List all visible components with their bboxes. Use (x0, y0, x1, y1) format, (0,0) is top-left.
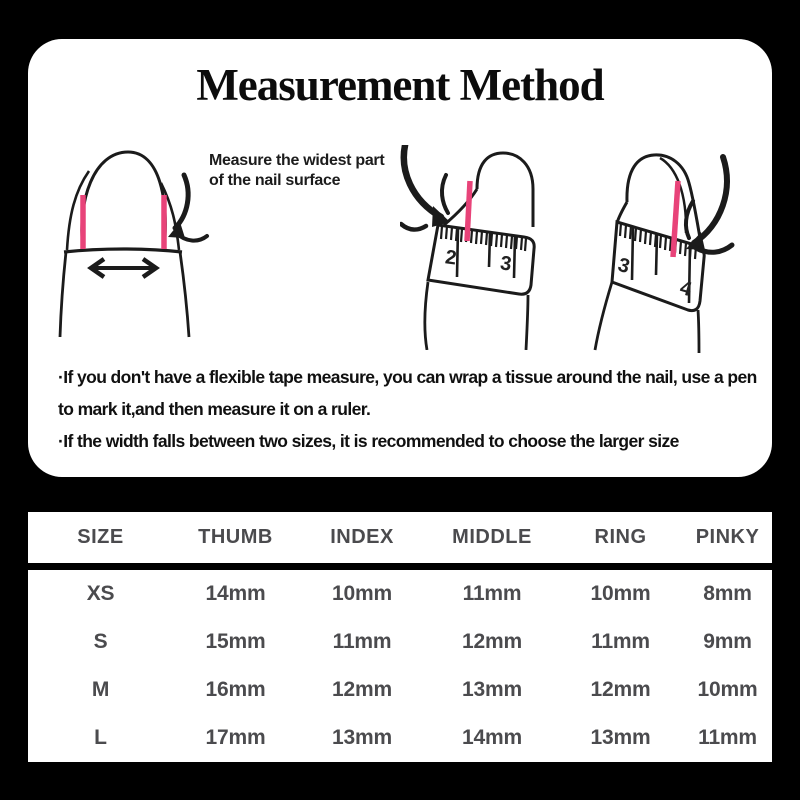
size-label: M (91, 678, 110, 701)
pink-measure-lines (83, 195, 164, 249)
size-label: S (93, 630, 108, 653)
annotation-text (209, 151, 384, 191)
size-value: 10mm (590, 582, 651, 605)
tape-number: 2 (443, 246, 458, 270)
size-value: 12mm (590, 678, 651, 701)
size-value: 13mm (462, 678, 522, 701)
size-label: XS (86, 582, 115, 605)
size-value: 11mm (462, 582, 522, 605)
measurement-notes (58, 361, 764, 457)
tape-band (428, 225, 534, 294)
finger-outline (60, 152, 189, 337)
nail-width-diagram (56, 145, 216, 345)
size-value: 10mm (697, 678, 758, 701)
table-row-s (28, 618, 772, 666)
tape-number: 4 (677, 276, 695, 302)
size-value: 16mm (205, 678, 266, 701)
size-value: 13mm (590, 726, 651, 749)
pointer-arrow-icon (168, 175, 207, 241)
size-value: 13mm (332, 726, 392, 749)
column-header-middle: MIDDLE (452, 526, 532, 548)
size-value: 14mm (462, 726, 522, 749)
finger-tape-diagram-1 (400, 145, 580, 350)
size-value: 17mm (205, 726, 266, 749)
table-row-xs (28, 570, 772, 618)
tape-band (612, 222, 704, 311)
pointer-arrow-icon (686, 157, 732, 252)
annotation-line-2: of the nail surface (209, 172, 341, 189)
column-header-size: SIZE (77, 526, 124, 548)
column-header-index: INDEX (330, 526, 394, 548)
width-arrow-icon (91, 259, 156, 277)
tape-number: 3 (498, 252, 513, 276)
size-value: 15mm (205, 630, 266, 653)
size-value: 11mm (698, 726, 757, 749)
column-header-pinky: PINKY (695, 526, 760, 548)
size-chart-panel (28, 512, 772, 762)
size-value: 12mm (332, 678, 392, 701)
size-label: L (94, 726, 107, 749)
size-value: 14mm (205, 582, 266, 605)
pink-measure-line (467, 181, 470, 241)
finger-tape-diagram-2 (590, 145, 760, 355)
note-item-1: ·If you don't have a flexible tape measure, you can wrap a tissue around the nail, use a pen to mark it,and then measure it on a ruler. (58, 367, 757, 419)
pointer-arrow-icon (401, 145, 450, 230)
page-title: Measurement Method (196, 60, 604, 110)
column-header-thumb: THUMB (198, 526, 273, 548)
size-value: 12mm (462, 630, 522, 653)
size-value: 10mm (332, 582, 392, 605)
tape-number: 3 (615, 253, 633, 279)
size-value: 11mm (591, 630, 650, 653)
table-row-l (28, 714, 772, 762)
note-item-2: ·If the width falls between two sizes, it is recommended to choose the larger size (58, 431, 679, 451)
instructions-panel (28, 39, 772, 477)
size-chart-header-row (28, 512, 772, 563)
size-value: 9mm (703, 630, 752, 653)
size-value: 8mm (703, 582, 752, 605)
size-value: 11mm (332, 630, 392, 653)
column-header-ring: RING (594, 526, 647, 548)
header-divider (28, 563, 772, 570)
annotation-line-1: Measure the widest part (209, 152, 385, 169)
table-row-m (28, 666, 772, 714)
